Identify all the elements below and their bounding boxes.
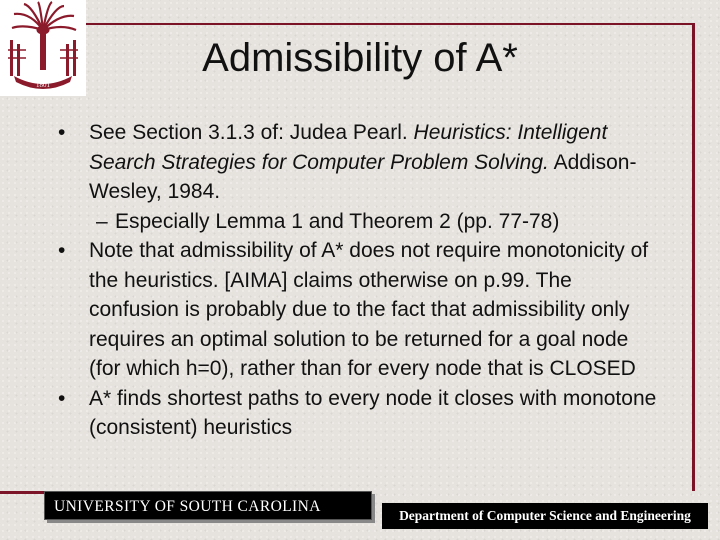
bullet-item (58, 236, 658, 384)
bullet-dot: • (58, 121, 66, 144)
slide-body (58, 118, 658, 443)
sub-bullet-item (58, 207, 658, 237)
bullet-item (58, 118, 658, 207)
department-name-banner: Department of Computer Science and Engineering (382, 503, 708, 529)
bullet-text: Note that admissibility of A* does not require monotonicity of the heuristics. [AIMA] claims otherwise on p.99. The confusion is probably due to the fact that admissibility only requires an optimal solution to be returned for a goal node (for which h=0), rather than for every node that is CLOSED (89, 239, 649, 380)
bullet-text-italic-title: Heuristics: Intelligent Search Strategies for Computer Problem Solving. (89, 121, 608, 174)
sub-bullet-dash: – (96, 209, 108, 233)
sub-bullet-text: Especially Lemma 1 and Theorem 2 (pp. 77-78) (115, 209, 560, 233)
university-logo (0, 0, 86, 96)
bullet-text-suffix: Addison-Wesley, 1984. (89, 150, 637, 203)
bullet-text-prefix: See Section 3.1.3 of: Judea Pearl. (89, 121, 414, 144)
usc-palmetto-seal-icon (0, 0, 86, 96)
slide-title: Admissibility of A* (202, 36, 518, 80)
logo-year-text: 1801 (36, 81, 50, 89)
bullet-dot: • (58, 386, 66, 410)
bullet-dot: • (58, 239, 66, 262)
bullet-item (58, 384, 658, 443)
bullet-text: A* finds shortest paths to every node it closes with monotone (consistent) heuristics (89, 386, 657, 439)
university-name-banner: UNIVERSITY OF SOUTH CAROLINA (44, 491, 372, 520)
